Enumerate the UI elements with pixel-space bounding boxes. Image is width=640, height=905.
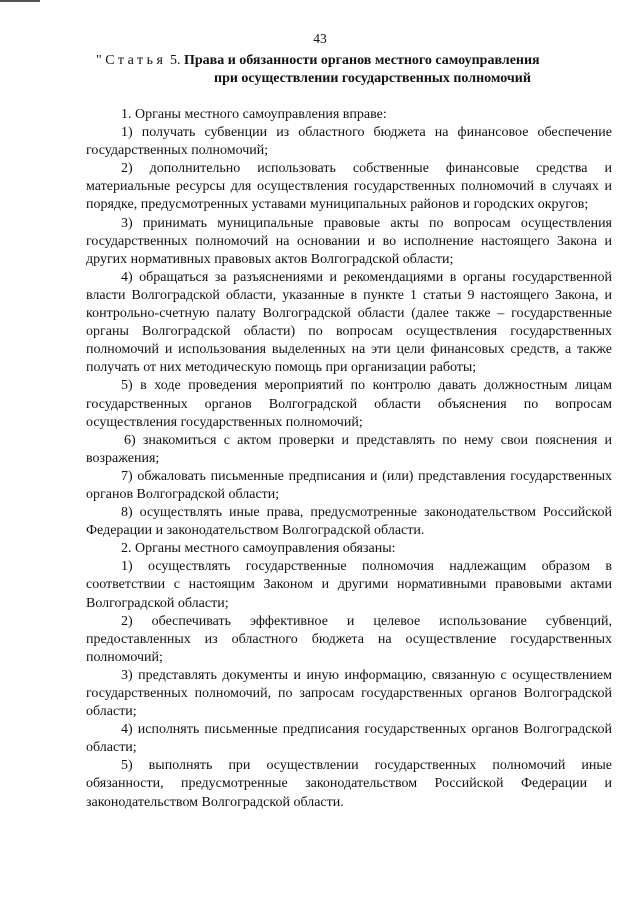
paragraph-right-1: 1) получать субвенции из областного бюджета на финансовое обеспечение государственных полномочий; (86, 125, 612, 159)
scan-edge-mark (0, 0, 40, 2)
article-heading (96, 52, 616, 88)
paragraph-right-3: 3) принимать муниципальные правовые акты по вопросам осуществления государственных полномочий на основании и во исполнение настоящего Закона и других нормативных правовых актов Волгоградской области; (86, 215, 612, 267)
paragraph-duty-5: 5) выполнять при осуществлении государственных полномочий иные обязанности, предусмотренные законодательством Российской Федерации и законодательством Волгоградской области. (86, 758, 612, 810)
paragraph-duties-intro: 2. Органы местного самоуправления обязаны: (121, 541, 396, 557)
article-title-line2: при осуществлении государственных полномочий (214, 71, 531, 86)
paragraph-duty-2: 2) обеспечивать эффективное и целевое использование субвенций, предоставленных из областного бюджета на осуществление государственных полномочий; (86, 613, 612, 665)
paragraph-right-5: 5) в ходе проведения мероприятий по контролю давать должностным лицам государственных органов Волгоградской области объяснения по вопросам осуществления государственных полномочий; (86, 378, 612, 430)
article-number: 5. (169, 53, 181, 68)
paragraph-duty-3: 3) представлять документы и иную информацию, связанную с осуществлением государственных полномочий, по запросам государственных органов Волгоградской области; (86, 667, 612, 720)
article-body (86, 106, 612, 812)
paragraph-rights-intro: 1. Органы местного самоуправления вправе: (121, 107, 387, 122)
paragraph-right-4: 4) обращаться за разъяснениями и рекомендациями в органы государственной власти Волгоградской области, указанные в пункте 1 статьи 9 настоящего Закона, и контрольно-счетную палату Волгоградской области (далее также – государственные органы Волгоградской области) по вопросам осуществления государственных полномочий и использования выделенных на эти цели финансовых средств, а также получать от них методическую помощь при организации работы; (86, 269, 612, 376)
paragraph-duty-4: 4) исполнять письменные предписания государственных органов Волгоградской области; (86, 722, 612, 756)
page-number: 43 (313, 31, 327, 46)
paragraph-right-6: 6) знакомиться с актом проверки и представлять по нему свои пояснения и возражения; (86, 432, 612, 466)
article-title-line1: Права и обязанности органов местного самоуправления (183, 53, 540, 68)
paragraph-right-7: 7) обжаловать письменные предписания и (или) представления государственных органов Волгоградской области; (86, 468, 612, 502)
paragraph-right-2: 2) дополнительно использовать собственные финансовые средства и материальные ресурсы для осуществления государственных полномочий в случаях и порядке, предусмотренных уставами муниципальных районов и городских округов; (86, 161, 612, 213)
paragraph-duty-1: 1) осуществлять государственные полномочия надлежащим образом в соответствии с настоящим Законом и другими нормативными правовыми актами Волгоградской области; (86, 559, 612, 611)
paragraph-right-8: 8) осуществлять иные права, предусмотренные законодательством Российской Федерации и законодательством Волгоградской области. (86, 505, 612, 539)
article-prefix: "Статья (96, 53, 167, 68)
